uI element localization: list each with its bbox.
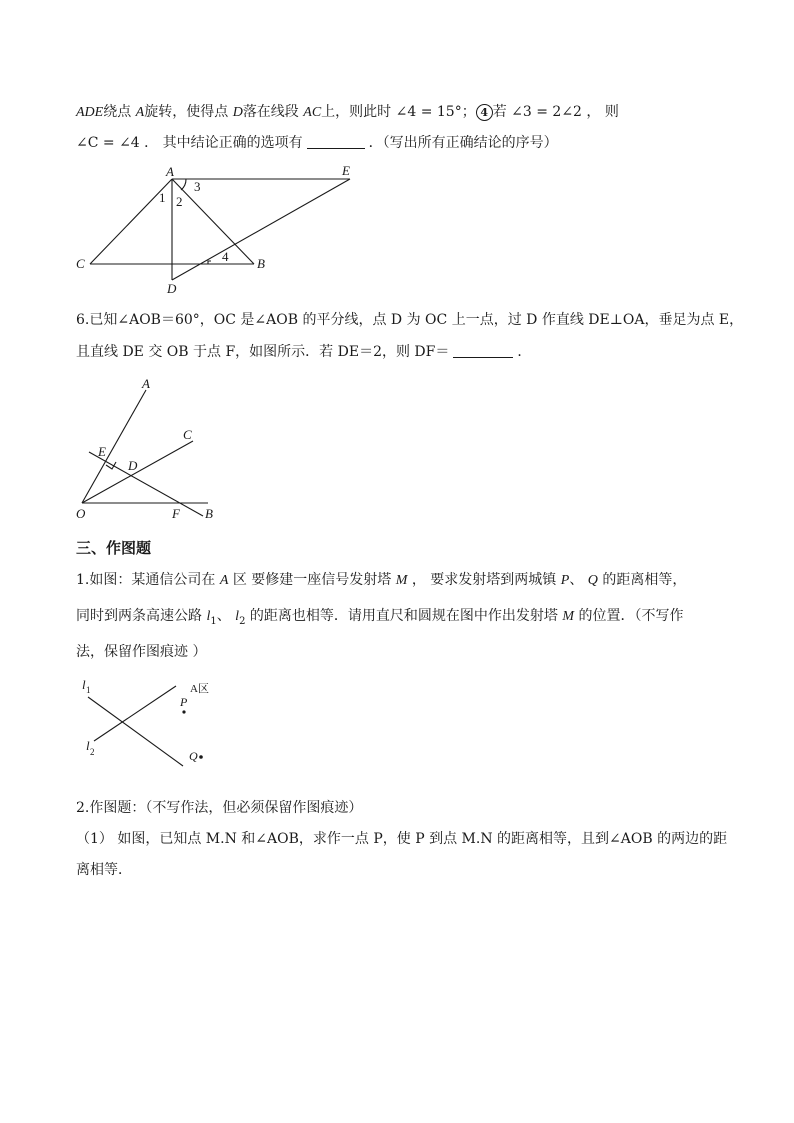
label-C: C: [183, 427, 192, 442]
label-l1-sub: 1: [86, 685, 91, 695]
label-angle-4: 4: [222, 249, 229, 264]
label-C: C: [76, 256, 85, 271]
q6-geometry-figure: [70, 372, 230, 527]
label-Q: Q: [189, 749, 198, 763]
label-l2-sub: 2: [90, 747, 95, 757]
label-P: P: [180, 695, 188, 709]
road-l2: [94, 686, 176, 741]
q5-line-1: ADE绕点 A旋转，使得点 D落在线段 AC上，则此时 ∠4 = 15°； 4 若 ∠3 = 2∠2 ， 则: [76, 104, 619, 120]
answer-blank-q5[interactable]: [307, 134, 365, 149]
label-D: D: [167, 281, 177, 296]
segment-AB: [172, 179, 254, 264]
circled-number-4: 4: [476, 104, 493, 121]
label-A: A: [142, 376, 150, 391]
line-DE: [89, 452, 203, 516]
ray-OA: [82, 390, 146, 503]
label-area-A: A区: [190, 683, 209, 695]
label-l1: l: [82, 677, 86, 692]
label-angle-3: 3: [194, 179, 201, 194]
answer-blank-q6[interactable]: [453, 343, 513, 358]
p2-line-2: （1） 如图，已知点 M.N 和∠AOB，求作一点 P，使 P 到点 M.N 的距离相等，且到∠AOB 的两边的距: [76, 831, 728, 847]
right-angle-mark: [106, 462, 116, 469]
p2-line-3: 离相等．: [76, 862, 132, 878]
label-E: E: [342, 163, 350, 178]
q6-line-1: 6.已知∠AOB＝60°，OC 是∠AOB 的平分线，点 D 为 OC 上一点，过 D 作直线 DE⊥OA，垂足为点 E，: [76, 312, 744, 328]
label-F: F: [172, 506, 180, 521]
label-angle-2: 2: [176, 194, 183, 209]
p1-roads-figure: [78, 676, 228, 768]
p1-line-3: 法，保留作图痕迹 ）: [76, 644, 207, 660]
p2-line-1: 2.作图题：（不写作法，但必须保留作图痕迹）: [76, 800, 363, 816]
p1-line-1: 1.如图：某通信公司在 A 区 要修建一座信号发射塔 M ， 要求发射塔到两城镇 P、 Q 的距离相等，: [76, 572, 687, 588]
q5-line-2: ∠C = ∠4 ． 其中结论正确的选项有 ．（写出所有正确结论的序号）: [76, 135, 558, 151]
q5-geometry-figure: [70, 162, 370, 297]
label-B: B: [257, 256, 265, 271]
point-P: [182, 710, 185, 713]
p1-line-2: 同时到两条高速公路 $l_1$、 $l_2$ 的距离也相等．请用直尺和圆规在图中作出发射塔 M 的位置．（不写作: [76, 608, 684, 627]
label-E: E: [98, 444, 106, 459]
q6-line-2: 且直线 DE 交 OB 于点 F，如图所示．若 DE＝2，则 DF＝ ．: [76, 344, 532, 360]
point-Q: [199, 755, 203, 759]
label-B: B: [205, 506, 213, 521]
section-title: 三、作图题: [76, 539, 152, 557]
label-O: O: [76, 506, 86, 521]
label-D: D: [128, 458, 138, 473]
label-angle-1: 1: [159, 190, 166, 205]
road-l1: [88, 697, 183, 766]
label-l2: l: [86, 738, 90, 753]
label-A: A: [166, 164, 174, 179]
